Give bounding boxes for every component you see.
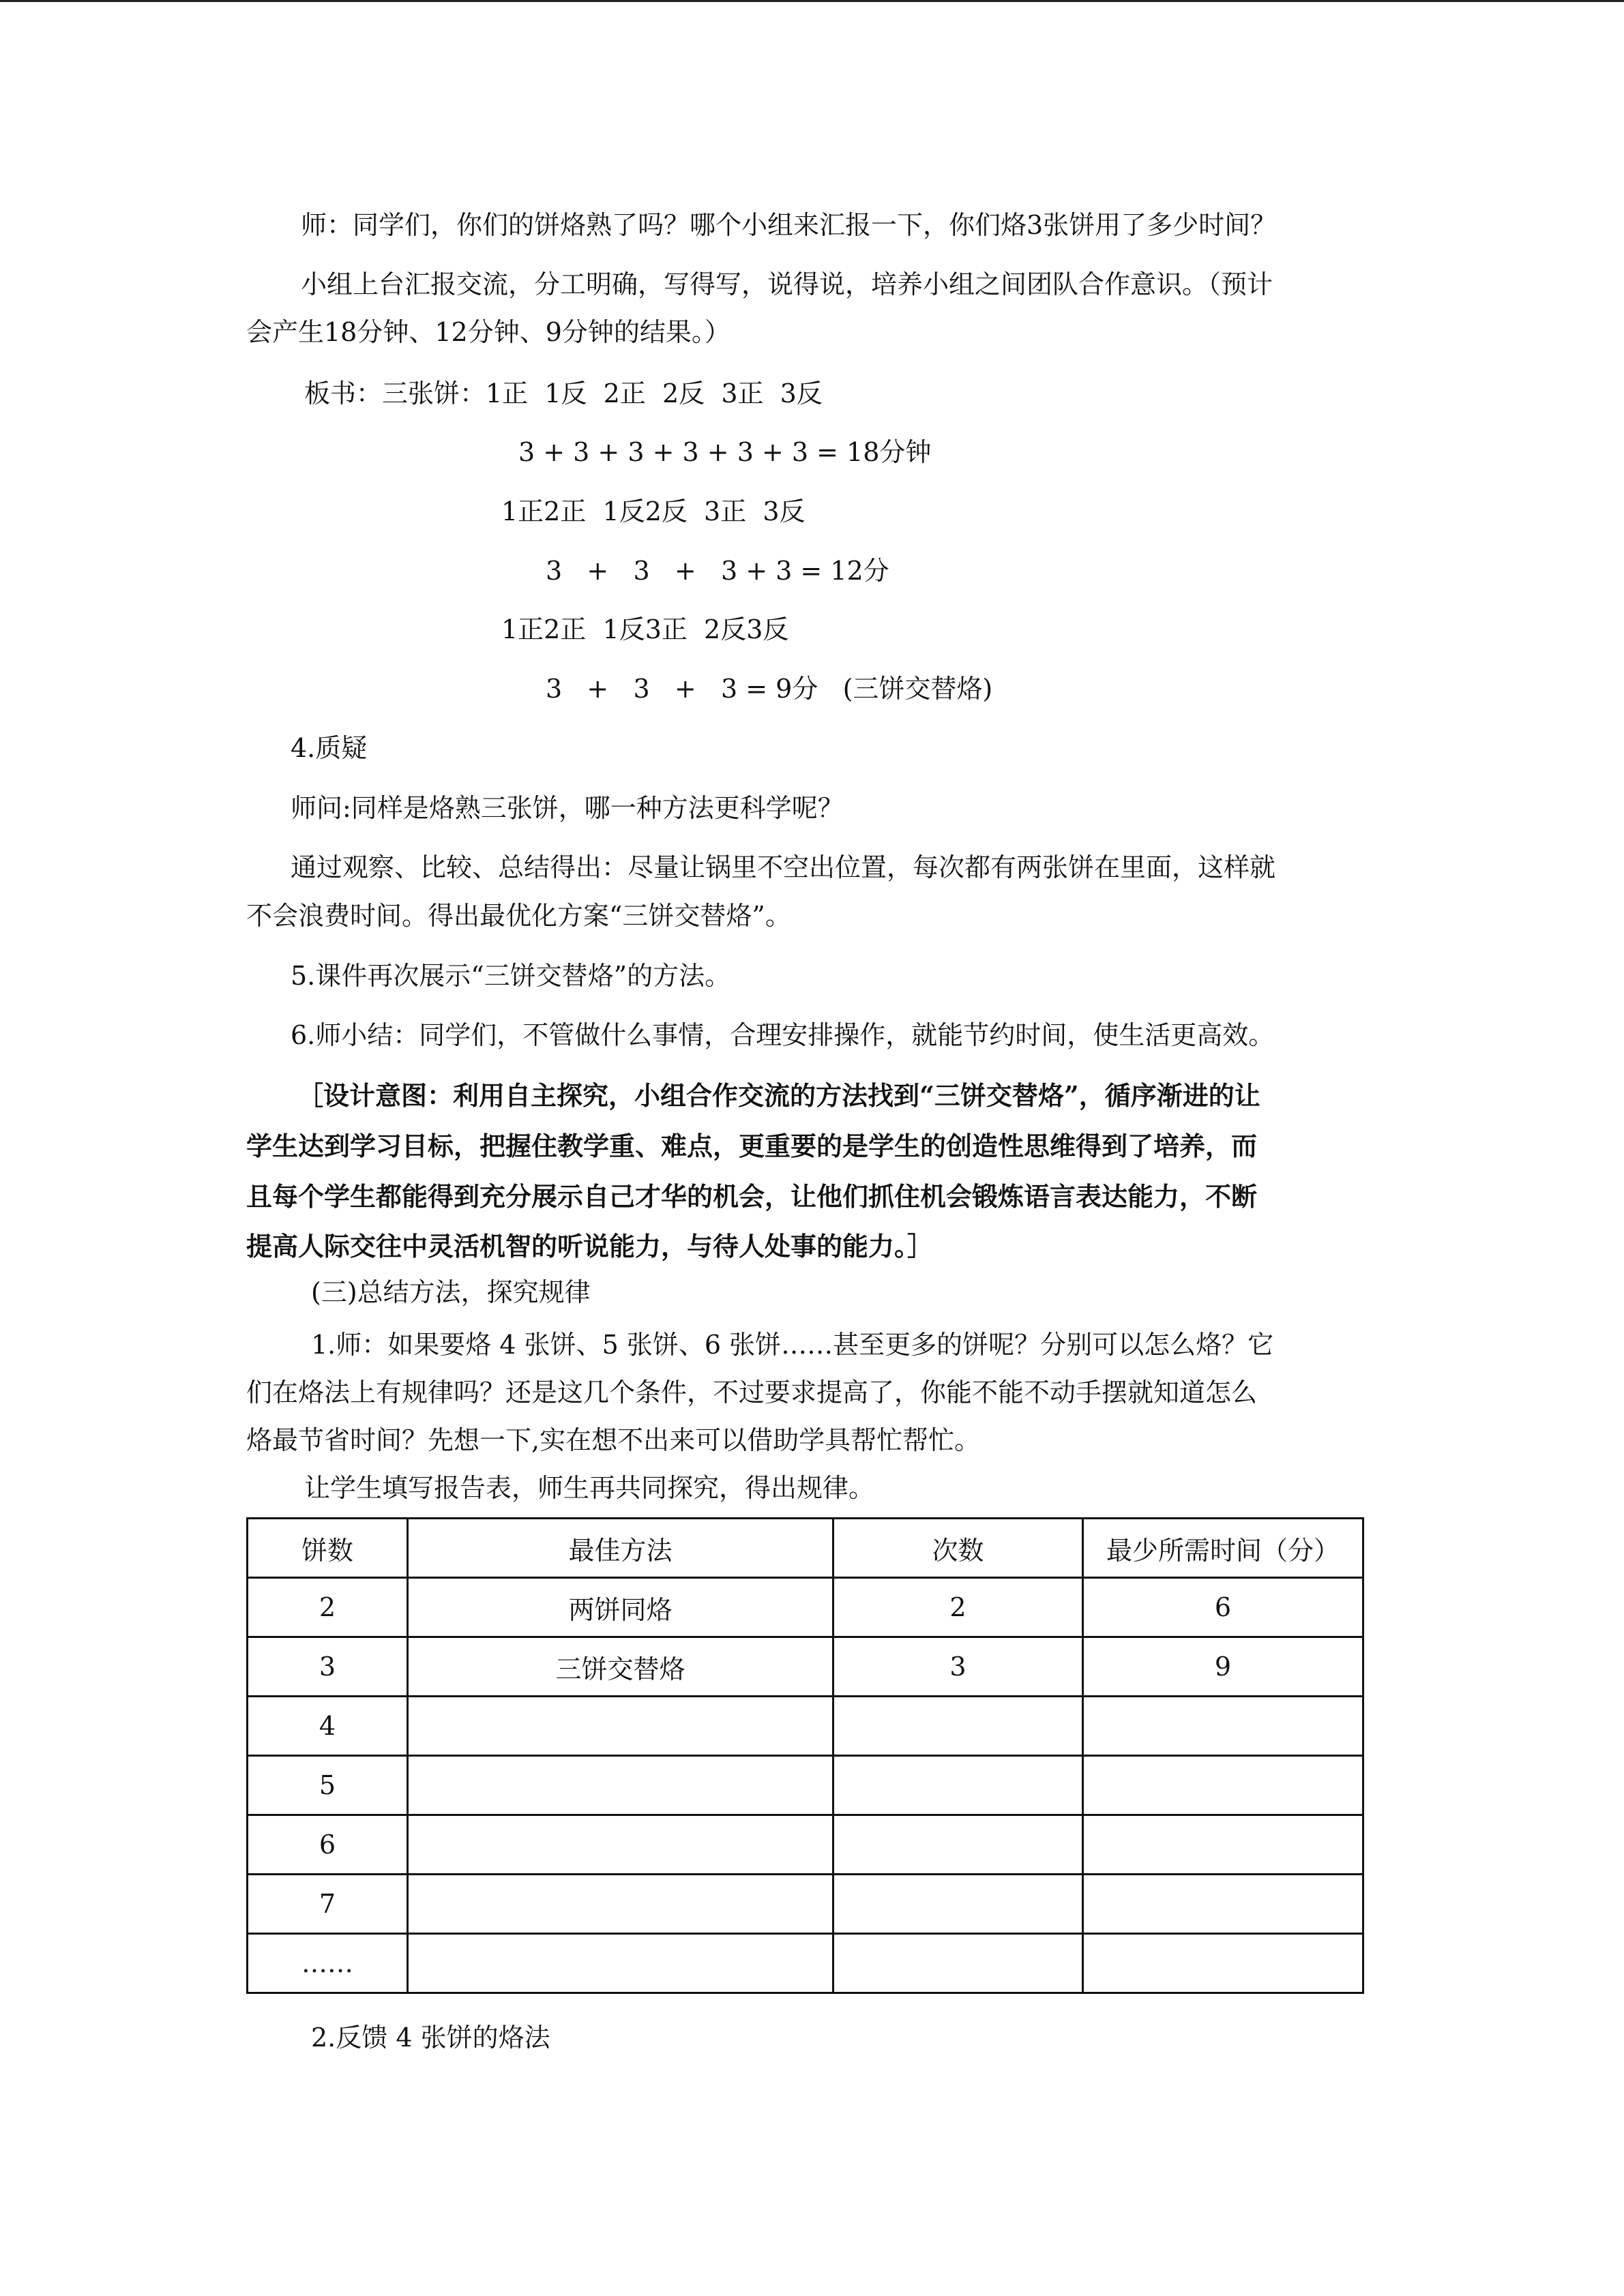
- cell-method[interactable]: [408, 1875, 833, 1934]
- cell-method[interactable]: [408, 1815, 833, 1875]
- group-report-line-1: 小组上台汇报交流，分工明确，写得写，说得说，培养小组之间团队合作意识。（预计: [301, 269, 1273, 299]
- table-header-row: [248, 1519, 1363, 1578]
- board-formula-18: 3 + 3 + 3 + 3 + 3 + 3 = 18分钟: [518, 437, 932, 467]
- table-row: [248, 1756, 1363, 1815]
- cell-method[interactable]: [408, 1756, 833, 1815]
- observation-line-1: 通过观察、比较、总结得出：尽量让锅里不空出位置，每次都有两张饼在里面，这样就: [291, 852, 1276, 882]
- cell-times[interactable]: [833, 1756, 1083, 1815]
- cell-min-time[interactable]: [1083, 1934, 1363, 1993]
- table-row: [248, 1875, 1363, 1934]
- cell-times: 2: [833, 1578, 1083, 1637]
- cell-method: 两饼同烙: [408, 1578, 833, 1637]
- teacher-question: 师：同学们，你们的饼烙熟了吗？哪个小组来汇报一下，你们烙3张饼用了多少时间？: [301, 210, 1277, 240]
- design-intent-line-1: ［设计意图：利用自主探究，小组合作交流的方法找到“三饼交替烙”，循序渐进的让: [297, 1080, 1260, 1111]
- cell-min-time: 6: [1083, 1578, 1363, 1637]
- cell-min-time[interactable]: [1083, 1875, 1363, 1934]
- cell-min-time[interactable]: [1083, 1756, 1363, 1815]
- cell-count: 7: [248, 1875, 408, 1934]
- page-top-border: [0, 0, 1624, 2]
- cell-times[interactable]: [833, 1934, 1083, 1993]
- section-3-heading: (三)总结方法，探究规律: [311, 1277, 591, 1307]
- table-row: [248, 1815, 1363, 1875]
- cell-count: 3: [248, 1637, 408, 1697]
- cell-method[interactable]: [408, 1697, 833, 1756]
- cell-min-time: 9: [1083, 1637, 1363, 1697]
- board-formula-12: 3 + 3 + 3 + 3 = 12分: [546, 556, 889, 586]
- section-4-heading: 4.质疑: [291, 733, 368, 763]
- feedback-heading: 2.反馈 4 张饼的烙法: [311, 2023, 550, 2053]
- report-table: [246, 1517, 1364, 1994]
- cell-method[interactable]: [408, 1934, 833, 1993]
- header-times: 次数: [833, 1519, 1083, 1578]
- cell-count: ……: [248, 1934, 408, 1993]
- observation-line-2: 不会浪费时间。得出最优化方案“三饼交替烙”。: [246, 901, 791, 931]
- cell-times[interactable]: [833, 1815, 1083, 1875]
- header-min-time: 最少所需时间（分）: [1083, 1519, 1363, 1578]
- design-intent-line-2: 学生达到学习目标，把握住教学重、难点，更重要的是学生的创造性思维得到了培养，而: [246, 1131, 1258, 1161]
- table-row: [248, 1578, 1363, 1637]
- header-pancake-count: 饼数: [248, 1519, 408, 1578]
- section-5-text: 5.课件再次展示“三饼交替烙”的方法。: [291, 961, 731, 991]
- cell-count: 4: [248, 1697, 408, 1756]
- header-best-method: 最佳方法: [408, 1519, 833, 1578]
- cell-times[interactable]: [833, 1875, 1083, 1934]
- table-row: [248, 1934, 1363, 1993]
- cell-count: 5: [248, 1756, 408, 1815]
- cell-times: 3: [833, 1637, 1083, 1697]
- task-line-3: 烙最节省时间？先想一下,实在想不出来可以借助学具帮忙帮忙。: [246, 1425, 981, 1455]
- cell-count: 6: [248, 1815, 408, 1875]
- table-row: [248, 1697, 1363, 1756]
- task-line-1: 1.师：如果要烙 4 张饼、5 张饼、6 张饼……甚至更多的饼呢？分别可以怎么烙？它: [311, 1330, 1274, 1360]
- cell-method: 三饼交替烙: [408, 1637, 833, 1697]
- section-6-text: 6.师小结：同学们，不管做什么事情，合理安排操作，就能节约时间，使生活更高效。: [291, 1020, 1275, 1050]
- task-line-2: 们在烙法上有规律吗？还是这几个条件，不过要求提高了，你能不能不动手摆就知道怎么: [246, 1377, 1258, 1407]
- design-intent-line-4: 提高人际交往中灵活机智的听说能力，与待人处事的能力。］: [246, 1231, 934, 1262]
- cell-count: 2: [248, 1578, 408, 1637]
- cell-min-time[interactable]: [1083, 1697, 1363, 1756]
- cell-times[interactable]: [833, 1697, 1083, 1756]
- teacher-asks: 师问:同样是烙熟三张饼，哪一种方法更科学呢？: [291, 793, 844, 823]
- group-report-line-2: 会产生18分钟、12分钟、9分钟的结果。）: [246, 317, 730, 347]
- fill-report-instruction: 让学生填写报告表，师生再共同探究，得出规律。: [304, 1473, 875, 1503]
- table-row: [248, 1637, 1363, 1697]
- board-sequence-2: 1正2正 1反2反 3正 3反: [501, 496, 806, 526]
- design-intent-line-3: 且每个学生都能得到充分展示自己才华的机会，让他们抓住机会锻炼语言表达能力，不断: [246, 1181, 1258, 1212]
- cell-min-time[interactable]: [1083, 1815, 1363, 1875]
- board-heading: 板书：三张饼：1正 1反 2正 2反 3正 3反: [304, 378, 823, 408]
- board-formula-9: 3 + 3 + 3 = 9分 (三饼交替烙): [546, 674, 993, 704]
- board-sequence-3: 1正2正 1反3正 2反3反: [501, 614, 789, 644]
